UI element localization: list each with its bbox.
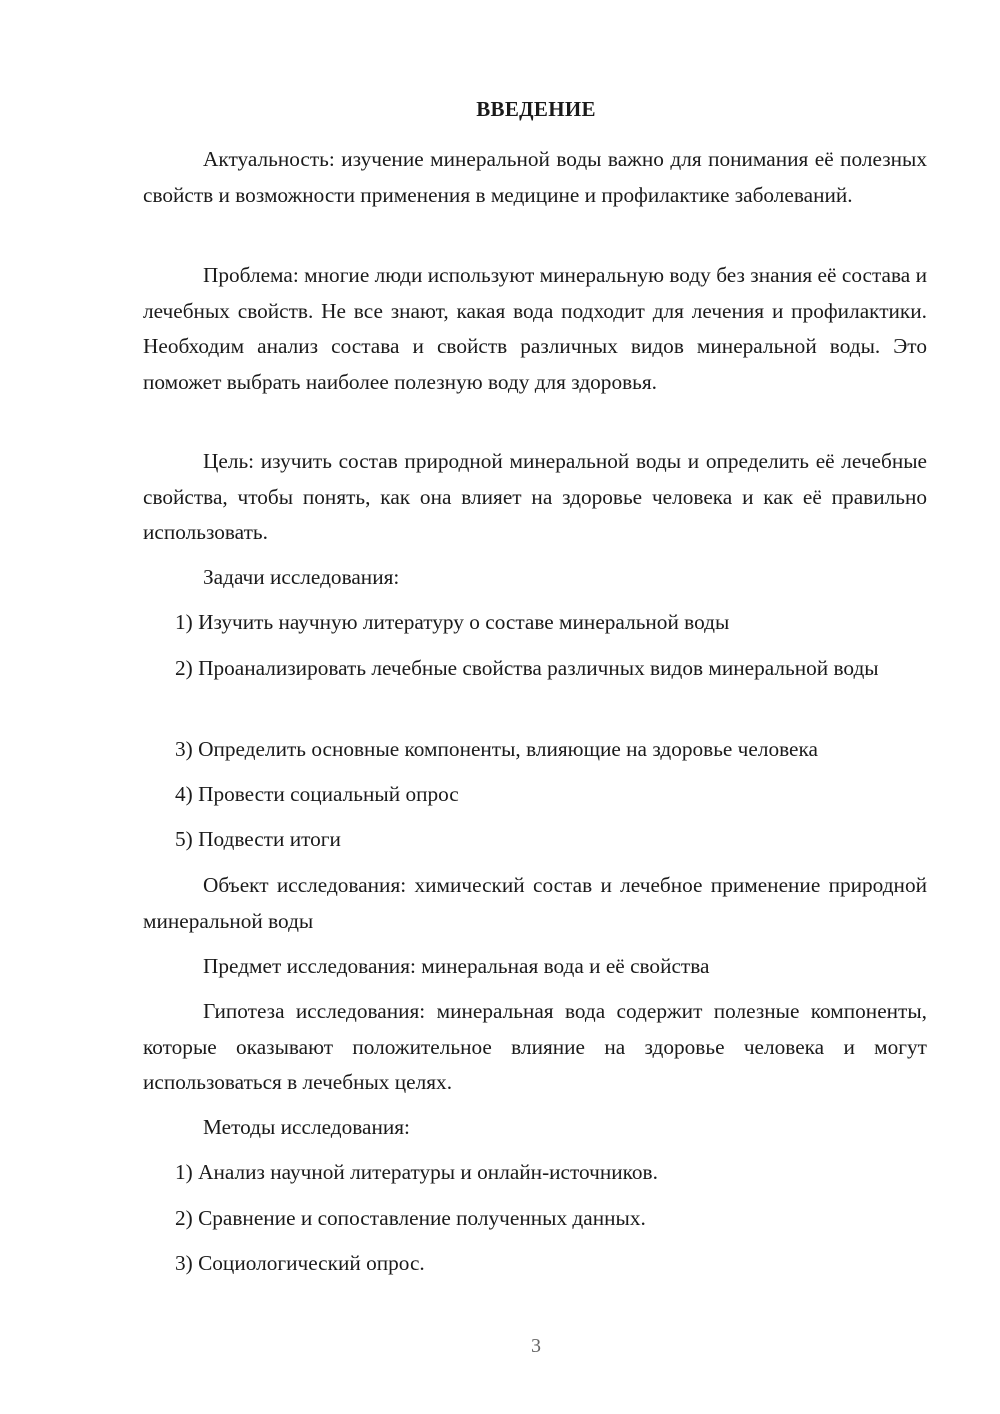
paragraph-relevance: Актуальность: изучение минеральной воды важно для понимания её полезных свойств и возможности применения в медицине и профилактике заболеваний. (143, 147, 927, 207)
task-item-5: 5) Подвести итоги (175, 827, 341, 851)
method-item-1: 1) Анализ научной литературы и онлайн-источников. (175, 1160, 658, 1184)
task-item-1: 1) Изучить научную литературу о составе минеральной воды (175, 610, 730, 634)
page-number: 3 (531, 1335, 541, 1357)
paragraph-subject: Предмет исследования: минеральная вода и её свойства (203, 954, 710, 978)
paragraph-hypothesis: Гипотеза исследования: минеральная вода содержит полезные компоненты, которые оказывают положительное влияние на здоровье человека и могут использоваться в лечебных целях. (143, 999, 927, 1094)
method-item-3: 3) Социологический опрос. (175, 1251, 425, 1275)
task-item-3: 3) Определить основные компоненты, влияющие на здоровье человека (175, 737, 818, 761)
methods-title: Методы исследования: (203, 1115, 410, 1139)
paragraph-problem: Проблема: многие люди используют минеральную воду без знания её состава и лечебных свойств. Не все знают, какая вода подходит для лечения и профилактики. Необходим анализ состава и свойств различных видов минеральной воды. Это поможет выбрать наиболее полезную воду для здоровья. (143, 263, 927, 394)
task-item-4: 4) Провести социальный опрос (175, 782, 459, 806)
page-title: ВВЕДЕНИЕ (476, 97, 596, 121)
method-item-2: 2) Сравнение и сопоставление полученных данных. (175, 1206, 646, 1230)
task-item-2: 2) Проанализировать лечебные свойства различных видов минеральной воды (175, 656, 879, 680)
paragraph-object: Объект исследования: химический состав и лечебное применение природной минеральной воды (143, 873, 927, 933)
tasks-title: Задачи исследования: (203, 565, 400, 589)
paragraph-goal: Цель: изучить состав природной минеральной воды и определить её лечебные свойства, чтобы понять, как она влияет на здоровье человека и как её правильно использовать. (143, 449, 927, 544)
